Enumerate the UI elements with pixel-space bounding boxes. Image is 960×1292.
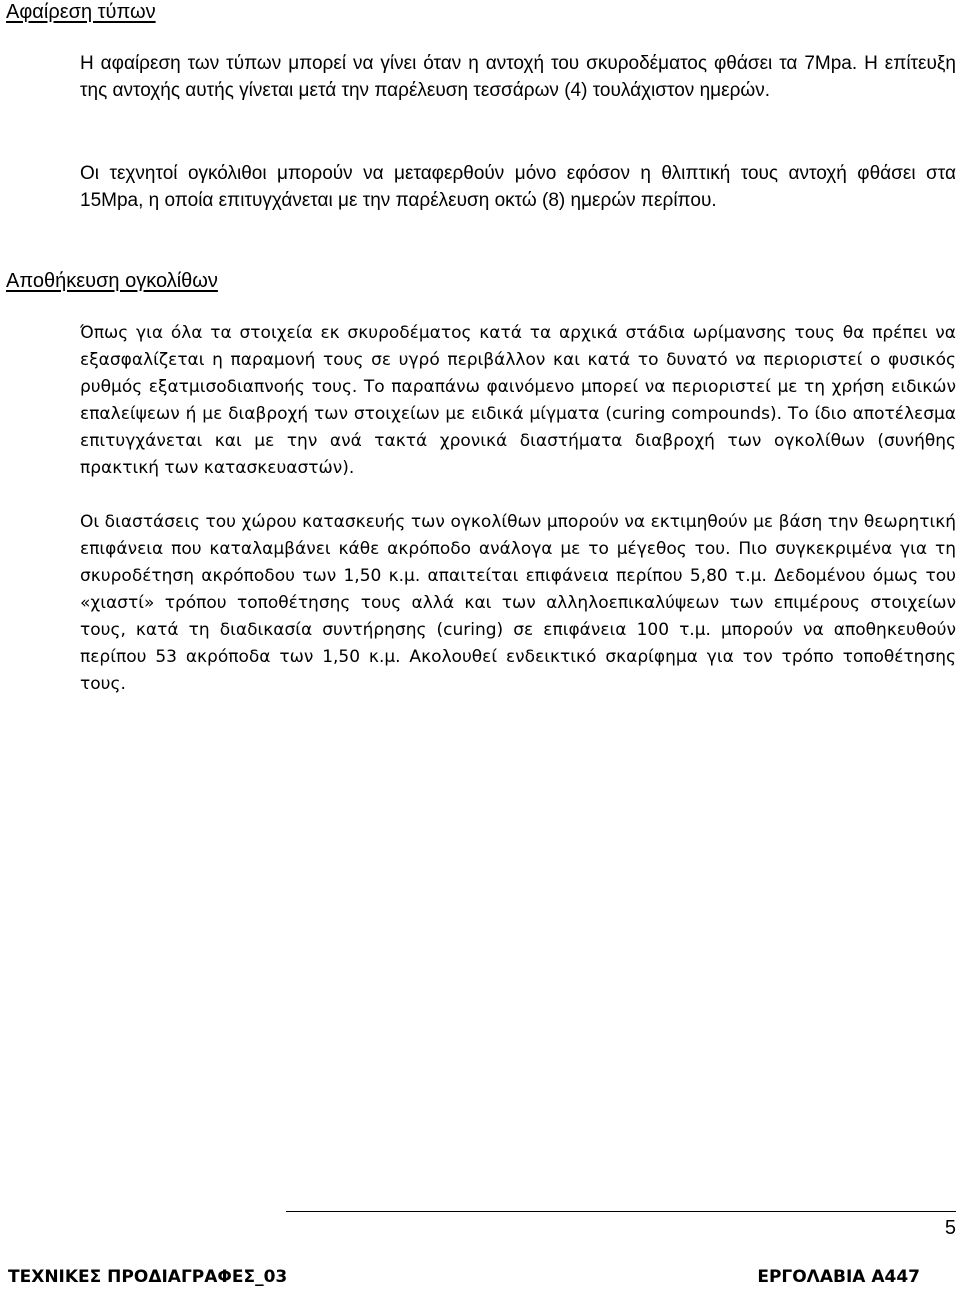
paragraph-formwork-removal: Η αφαίρεση των τύπων μπορεί να γίνει όταν η αντοχή του σκυροδέματος φθάσει τα 7Mpa. Η επίτευξη της αντοχής αυτής γίνεται μετά την παρέλευση τεσσάρων (4) τουλάχιστον ημερών. xyxy=(80,53,956,101)
footer-project-code: ΕΡΓΟΛΑΒΙΑ Α447 xyxy=(757,1267,920,1287)
section-heading-storage: Αποθήκευση ογκολίθων xyxy=(6,270,218,292)
paragraph-block-transport: Οι τεχνητοί ογκόλιθοι μπορούν να μεταφερθούν μόνο εφόσον η θλιπτική τους αντοχή φθάσει στα 15Mpa, η οποία επιτυγχάνεται με την παρέλευση οκτώ (8) ημερών περίπου. xyxy=(80,163,956,211)
paragraph-storage-area: Οι διαστάσεις του χώρου κατασκευής των ογκολίθων μπορούν να εκτιμηθούν με βάση την θεωρητική επιφάνεια που καταλαμβάνει κάθε ακρόποδο ανάλογα με το μέγεθος του. Πιο συγκεκριμένα για τη σκυροδέτηση ακρόποδου των 1,50 κ.μ. απαιτείται επιφάνεια περίπου 5,80 τ.μ. Δεδομένου όμως του «χιαστί» τρόπου τοποθέτησης τους αλλά και των αλληλοεπικαλύψεων των επιμέρους στοιχείων τους, κατά τη διαδικασία συντήρησης (curing) σε επιφάνεια 100 τ.μ. μπορούν να αποθηκευθούν περίπου 53 ακρόποδα των 1,50 κ.μ. Ακολουθεί ενδεικτικό σκαρίφημα για τον τρόπο τοποθέτησης τους. xyxy=(80,512,956,694)
footer-rule xyxy=(286,1211,956,1212)
page-number: 5 xyxy=(944,1217,956,1239)
section-heading-removal: Αφαίρεση τύπων xyxy=(6,1,156,23)
footer-document-title: ΤΕΧΝΙΚΕΣ ΠΡΟΔΙΑΓΡΑΦΕΣ_03 xyxy=(8,1267,288,1287)
paragraph-curing: Όπως για όλα τα στοιχεία εκ σκυροδέματος κατά τα αρχικά στάδια ωρίμανσης τους θα πρέπει να εξασφαλίζεται η παραμονή τους σε υγρό περιβάλλον και κατά το δυνατό να περιοριστεί ο φυσικός ρυθμός εξατμισοδιαπνοής τους. Το παραπάνω φαινόμενο μπορεί να περιοριστεί με τη χρήση ειδικών επαλείψεων ή με διαβροχή των στοιχείων με ειδικά μίγματα (curing compounds). Το ίδιο αποτέλεσμα επιτυγχάνεται και με την ανά τακτά χρονικά διαστήματα διαβροχή των ογκολίθων (συνήθης πρακτική των κατασκευαστών). xyxy=(80,323,956,478)
